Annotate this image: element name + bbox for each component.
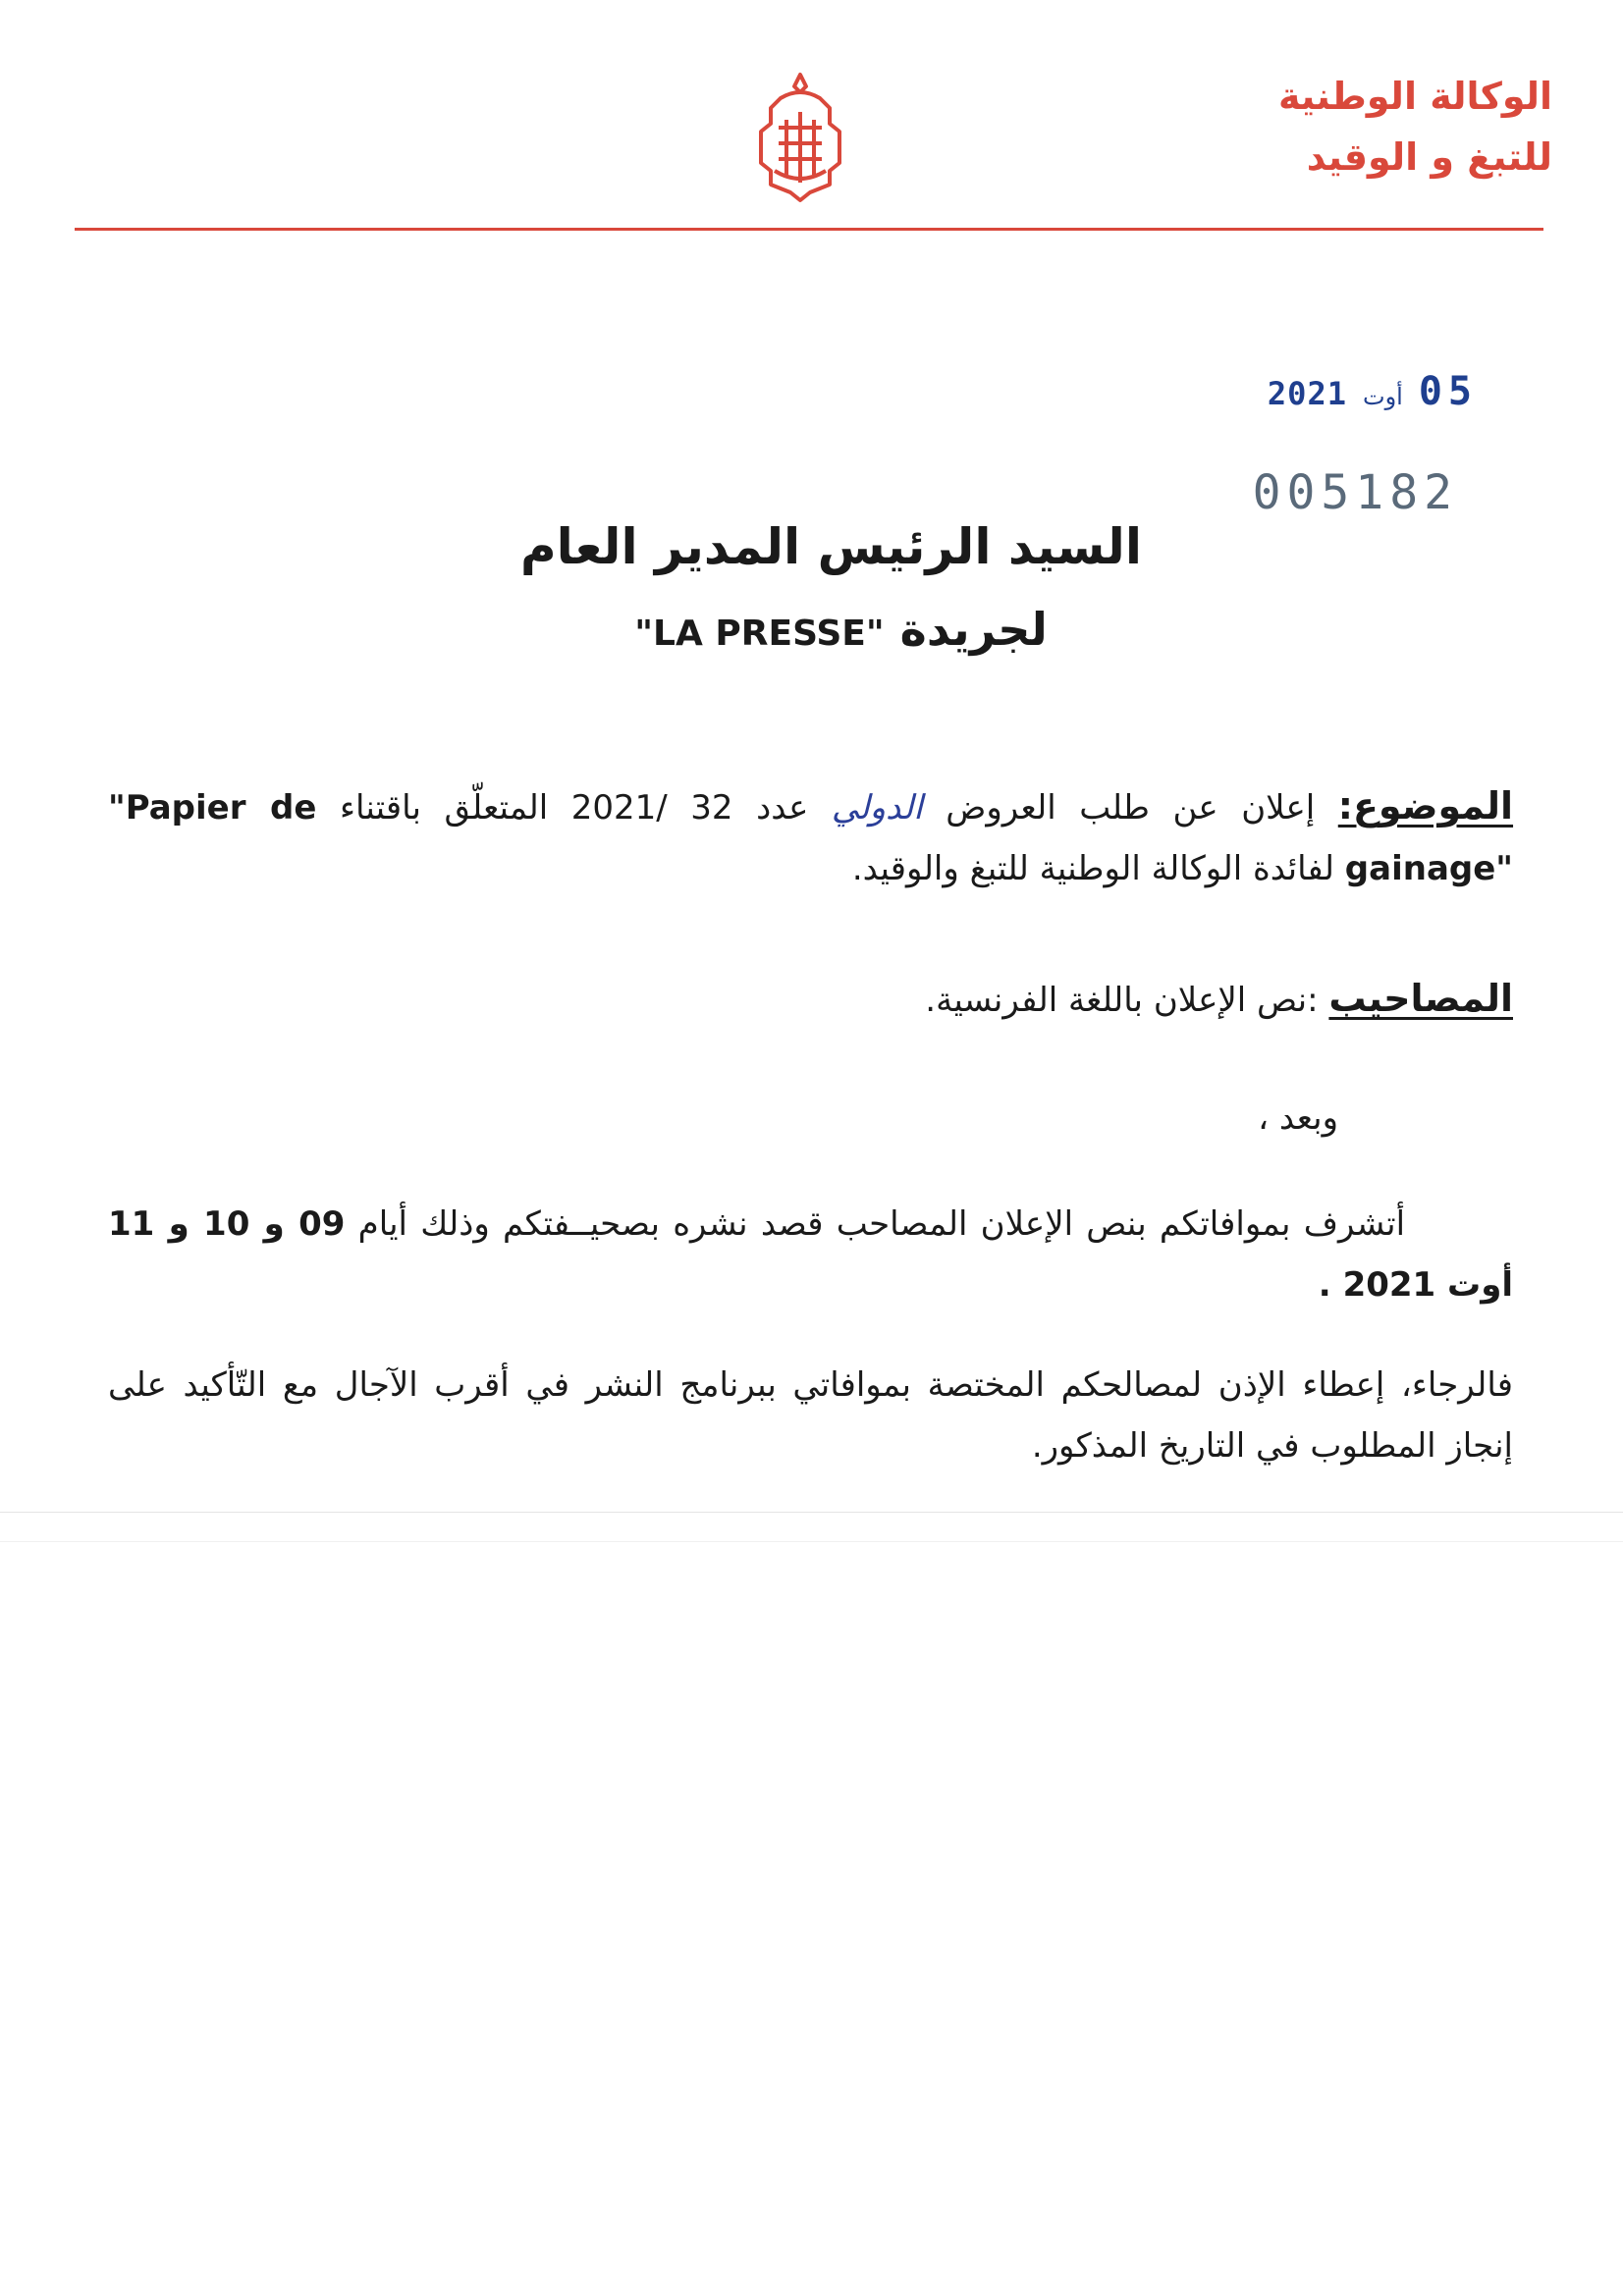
attachments-text: :نص الإعلان باللغة الفرنسية. <box>925 981 1319 1020</box>
body-paragraph-2: فالرجاء، إعطاء الإذن لمصالحكم المختصة بموافاتي ببرنامج النشر في أقرب الآجال مع التّأكيد على إنجاز المطلوب في التاريخ المذكور. <box>108 1365 1513 1466</box>
body-paragraph-1-text: أتشرف بموافاتكم بنص الإعلان المصاحب قصد نشره بصحيــفتكم وذلك أيام <box>357 1204 1406 1244</box>
agency-emblem-icon <box>741 69 859 206</box>
header-divider <box>75 228 1543 231</box>
subject-text-part3: لفائدة الوكالة الوطنية للتبغ والوقيد. <box>851 849 1334 888</box>
date-stamp-month: أوت <box>1362 383 1403 410</box>
subject-handwritten-insert: الدولي <box>831 788 923 828</box>
date-stamp-year: 2021 <box>1267 375 1347 412</box>
addressee-newspaper <box>0 603 1623 656</box>
reference-number: 005182 <box>1252 465 1458 520</box>
subject-product: "Papier de gainage" <box>108 788 1513 888</box>
publication-dates: 09 و 10 و 11 أوت 2021 . <box>108 1204 1513 1305</box>
subject-text-part1: إعلان عن طلب العروض <box>946 788 1316 828</box>
greeting: وبعد ، <box>1258 1098 1338 1138</box>
newspaper-name: "LA PRESSE" <box>634 614 885 654</box>
date-stamp-day: 05 <box>1418 369 1478 414</box>
org-name-line1: الوكالة الوطنية <box>1277 75 1552 118</box>
date-stamp <box>1268 369 1478 414</box>
subject-label: الموضوع: <box>1337 784 1514 828</box>
addressee-title: السيد الرئيس المدير العام <box>520 518 1142 575</box>
scan-artifact-line <box>0 1541 1623 1542</box>
body-paragraph-1 <box>108 1194 1513 1315</box>
org-name-line2: للتبغ و الوقيد <box>1306 135 1552 179</box>
attachments-paragraph <box>108 968 1513 1031</box>
scan-artifact-line <box>0 1512 1623 1513</box>
addressee-prefix: لجريدة <box>899 603 1048 656</box>
subject-paragraph <box>108 775 1513 899</box>
attachments-label: المصاحيب <box>1328 977 1513 1020</box>
subject-text-part2: عدد 32 /2021 المتعلّق باقتناء <box>340 788 809 828</box>
